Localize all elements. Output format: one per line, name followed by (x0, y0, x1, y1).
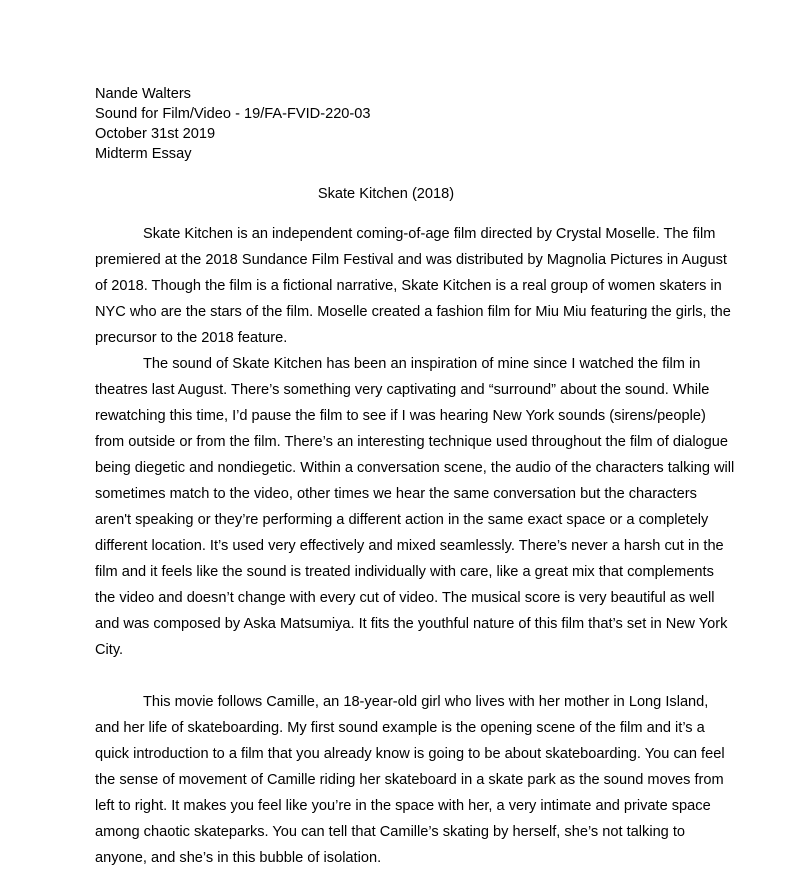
assignment-type: Midterm Essay (95, 146, 192, 162)
body-paragraph-3: This movie follows Camille, an 18-year-old girl who lives with her mother in Long Island, and her life of skateboarding. My first sound example is the opening scene of the film and it’s a quick introduction to a film that you already know is going to be about skateboarding. You can feel the sense of movement of Camille riding her skateboard in a skate park as the sound moves from left to right. It makes you feel like you’re in the space with her, a very intimate and private space among chaotic skateparks. You can tell that Camille’s skating by herself, she’s not talking to anyone, and she’s in this bubble of isolation. (95, 694, 725, 866)
essay-body (95, 221, 735, 871)
course-info: Sound for Film/Video - 19/FA-FVID-220-03 (95, 106, 371, 122)
paragraph-spacer (95, 663, 735, 689)
essay-date: October 31st 2019 (95, 126, 216, 142)
body-paragraph-2: The sound of Skate Kitchen has been an inspiration of mine since I watched the film in theatres last August. There’s something very captivating and “surround” about the sound. While rewatching this time, I’d pause the film to see if I was hearing New York sounds (sirens/people) from outside or from the film. There’s an interesting technique used throughout the film of dialogue being diegetic and nondiegetic. Within a conversation scene, the audio of the characters talking will sometimes match to the video, other times we hear the same conversation but the characters aren't speaking or they’re performing a different action in the same exact space or a completely different location. It’s used very effectively and mixed seamlessly. There’s never a harsh cut in the film and it feels like the sound is treated individually with care, like a great mix that complements the video and doesn’t change with every cut of video. The musical score is very beautiful as well and was composed by Aska Matsumiya. It fits the youthful nature of this film that’s set in New York City. (95, 356, 735, 658)
essay-header (95, 84, 371, 164)
essay-title: Skate Kitchen (2018) (317, 186, 455, 202)
body-paragraph-1: Skate Kitchen is an independent coming-of-age film directed by Crystal Moselle. The film premiered at the 2018 Sundance Film Festival and was distributed by Magnolia Pictures in August of 2018. Though the film is a fictional narrative, Skate Kitchen is a real group of women skaters in NYC who are the stars of the film. Moselle created a fashion film for Miu Miu featuring the girls, the precursor to the 2018 feature. (95, 226, 731, 346)
author-name: Nande Walters (95, 86, 191, 102)
